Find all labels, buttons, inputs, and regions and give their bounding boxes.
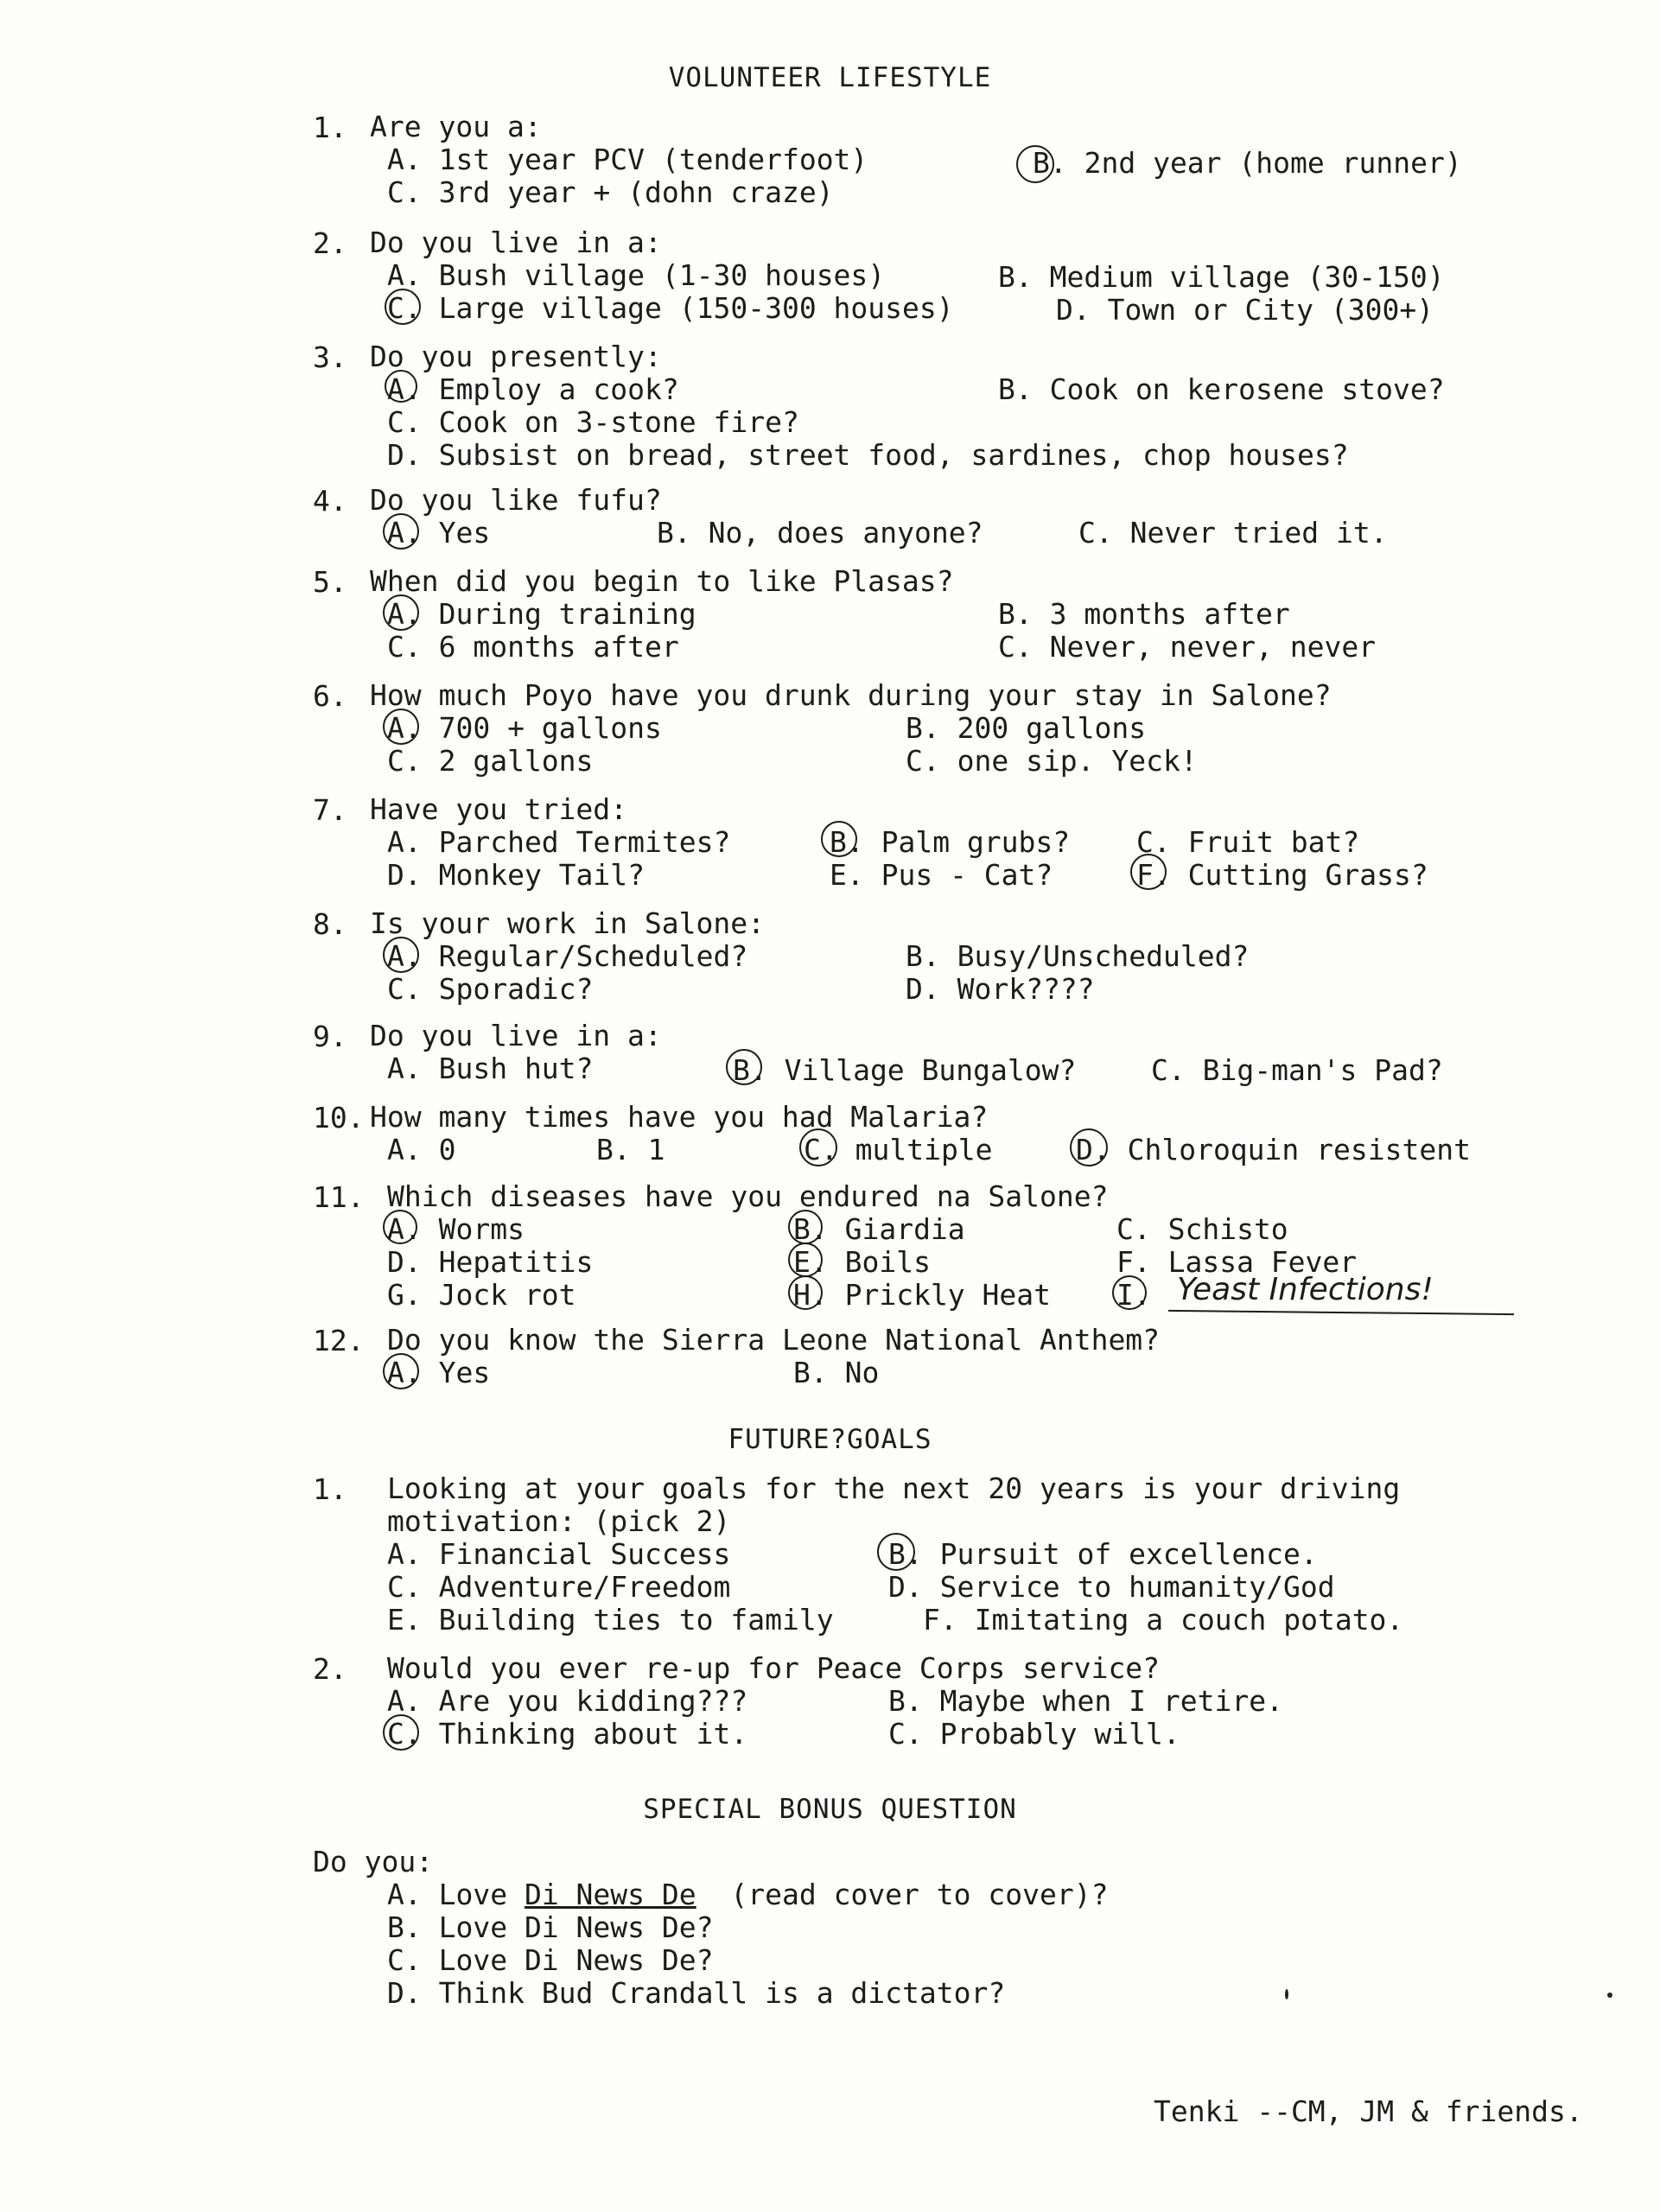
option-d: C. Probably will. bbox=[888, 1717, 1180, 1751]
question-text: Looking at your goals for the next 20 years is your driving bbox=[387, 1471, 1401, 1505]
question-text: Do you presently: bbox=[370, 340, 662, 373]
answer-circle bbox=[383, 594, 419, 631]
question-text: Do you know the Sierra Leone National Anthem? bbox=[387, 1323, 1161, 1357]
answer-circle bbox=[1130, 854, 1167, 890]
option-c: C. Love Di News De? bbox=[387, 1943, 714, 1977]
question-number: 7. bbox=[313, 793, 347, 827]
option-b: B. 200 gallons bbox=[906, 711, 1147, 745]
question-text: Is your work in Salone: bbox=[370, 906, 765, 940]
option-d: D. Town or City (300+) bbox=[1056, 293, 1434, 327]
option-b: B. 3 months after bbox=[998, 597, 1290, 631]
answer-circle bbox=[1070, 1128, 1108, 1166]
question-text: Do you live in a: bbox=[370, 1019, 662, 1052]
option-c: C. Fruit bat? bbox=[1136, 825, 1360, 859]
ink-mark bbox=[1607, 1993, 1612, 1998]
question-number: 5. bbox=[313, 565, 347, 599]
answer-circle bbox=[788, 1210, 823, 1244]
option-a-underlined: Di News De bbox=[524, 1878, 696, 1911]
option-a: A. Worms bbox=[387, 1212, 525, 1246]
option-a: A. Yes bbox=[387, 1356, 491, 1389]
signoff: Tenki --CM, JM & friends. bbox=[1154, 2094, 1583, 2128]
option-a: A. During training bbox=[387, 597, 696, 631]
option-a-pre: A. Love bbox=[387, 1878, 525, 1911]
handwritten-answer: Yeast Infections! bbox=[1177, 1272, 1434, 1307]
option-c: C. Large village (150-300 houses) bbox=[387, 291, 954, 325]
option-a: A. Bush village (1-30 houses) bbox=[387, 258, 886, 292]
answer-circle bbox=[383, 1714, 419, 1751]
option-a: A. 700 + gallons bbox=[387, 711, 662, 745]
answer-circle bbox=[788, 1243, 823, 1277]
option-f: F. Lassa Fever bbox=[1116, 1245, 1358, 1279]
option-b: B. Palm grubs? bbox=[830, 825, 1071, 859]
option-b: B. Love Di News De? bbox=[387, 1910, 714, 1944]
option-a: A. Parched Termites? bbox=[387, 825, 731, 859]
section-title-bonus: SPECIAL BONUS QUESTION bbox=[643, 1794, 1017, 1825]
question-number: 10. bbox=[313, 1101, 365, 1135]
option-d: D. Monkey Tail? bbox=[387, 858, 646, 892]
option-b: B. Cook on kerosene stove? bbox=[998, 372, 1445, 406]
option-c: C. Thinking about it. bbox=[387, 1717, 748, 1751]
question-text: Would you ever re-up for Peace Corps service? bbox=[387, 1651, 1161, 1685]
option-a: A. Yes bbox=[387, 516, 491, 550]
option-c: C. 6 months after bbox=[387, 630, 679, 664]
option-a: A. Employ a cook? bbox=[387, 372, 679, 406]
option-b: B. Busy/Unscheduled? bbox=[906, 939, 1250, 973]
question-text: How many times have you had Malaria? bbox=[370, 1100, 989, 1134]
option-b: B. No bbox=[793, 1356, 880, 1389]
answer-circle bbox=[383, 513, 419, 550]
option-b: B. No, does anyone? bbox=[657, 516, 983, 550]
option-c: C. Never tried it. bbox=[1078, 516, 1388, 550]
question-text: Are you a: bbox=[370, 110, 542, 143]
option-d: D. Chloroquin resistent bbox=[1076, 1133, 1471, 1166]
question-text: Do you: bbox=[313, 1845, 434, 1878]
section-title-volunteer-lifestyle: VOLUNTEER LIFESTYLE bbox=[668, 62, 992, 93]
option-c: C. multiple bbox=[804, 1133, 993, 1166]
option-d: D. Service to humanity/God bbox=[888, 1570, 1335, 1604]
answer-circle bbox=[877, 1533, 915, 1571]
answer-circle bbox=[726, 1049, 762, 1085]
question-number: 9. bbox=[313, 1020, 347, 1053]
option-a: A. 0 bbox=[387, 1133, 456, 1166]
question-text: How much Poyo have you drunk during your stay in Salone? bbox=[370, 678, 1332, 712]
option-e: E. Building ties to family bbox=[387, 1603, 834, 1637]
answer-circle bbox=[1016, 145, 1054, 183]
option-g: G. Jock rot bbox=[387, 1278, 576, 1312]
option-a: A. 1st year PCV (tenderfoot) bbox=[387, 143, 868, 176]
question-number: 1. bbox=[313, 1472, 347, 1506]
question-number: 12. bbox=[313, 1324, 365, 1357]
answer-circle bbox=[799, 1128, 837, 1166]
section-title-future-goals: FUTURE?GOALS bbox=[728, 1424, 932, 1455]
ink-mark bbox=[1285, 1989, 1288, 1999]
option-d: D. Subsist on bread, street food, sardines, chop houses? bbox=[387, 438, 1349, 472]
answer-circle bbox=[788, 1275, 823, 1310]
option-c: C. Sporadic? bbox=[387, 972, 594, 1006]
question-number: 2. bbox=[313, 226, 347, 260]
option-i: I. bbox=[1116, 1278, 1151, 1312]
option-a: A. Regular/Scheduled? bbox=[387, 939, 748, 973]
answer-circle bbox=[1112, 1275, 1147, 1310]
question-number: 2. bbox=[313, 1652, 347, 1686]
question-text: Do you live in a: bbox=[370, 226, 662, 259]
answer-circle bbox=[383, 1210, 417, 1244]
answer-circle bbox=[821, 821, 857, 857]
option-a: A. Are you kidding??? bbox=[387, 1684, 748, 1718]
handwritten-underline bbox=[1168, 1310, 1514, 1315]
option-d: C. one sip. Yeck! bbox=[906, 744, 1198, 778]
question-number: 4. bbox=[313, 484, 347, 518]
answer-circle bbox=[385, 370, 417, 403]
option-b: B. Medium village (30-150) bbox=[998, 260, 1445, 294]
option-h: H. Prickly Heat bbox=[793, 1278, 1052, 1312]
answer-circle bbox=[383, 709, 419, 745]
option-d: D. Work???? bbox=[906, 972, 1095, 1006]
question-text: Have you tried: bbox=[370, 792, 628, 826]
question-number: 6. bbox=[313, 679, 347, 713]
answer-circle bbox=[383, 1353, 419, 1389]
option-b: B. 2nd year (home runner) bbox=[1033, 146, 1462, 180]
question-text: Do you like fufu? bbox=[370, 483, 662, 517]
option-d: D. Hepatitis bbox=[387, 1245, 594, 1279]
question-text: Which diseases have you endured na Salone? bbox=[387, 1179, 1109, 1213]
option-c: C. Adventure/Freedom bbox=[387, 1570, 731, 1604]
option-a: A. Financial Success bbox=[387, 1537, 731, 1571]
option-c: C. Big-man's Pad? bbox=[1151, 1053, 1443, 1087]
answer-circle bbox=[385, 289, 421, 325]
option-d: D. Think Bud Crandall is a dictator? bbox=[387, 1976, 1006, 2010]
option-c: C. 2 gallons bbox=[387, 744, 594, 778]
option-b: B. Giardia bbox=[793, 1212, 965, 1246]
option-a: A. Bush hut? bbox=[387, 1052, 594, 1085]
option-b: B. 1 bbox=[596, 1133, 665, 1166]
question-number: 11. bbox=[313, 1180, 365, 1214]
question-text: motivation: (pick 2) bbox=[387, 1504, 731, 1538]
option-a bbox=[387, 1878, 1108, 1911]
option-f: F. Cutting Grass? bbox=[1136, 858, 1428, 892]
answer-circle bbox=[383, 937, 419, 973]
option-b: B. Maybe when I retire. bbox=[888, 1684, 1283, 1718]
question-number: 1. bbox=[313, 111, 347, 144]
option-c: C. Schisto bbox=[1116, 1212, 1288, 1246]
option-d: C. Never, never, never bbox=[998, 630, 1377, 664]
option-e: E. Boils bbox=[793, 1245, 931, 1279]
option-b: B. Village Bungalow? bbox=[733, 1053, 1077, 1087]
option-e: E. Pus - Cat? bbox=[830, 858, 1053, 892]
question-number: 8. bbox=[313, 907, 347, 941]
option-f: F. Imitating a couch potato. bbox=[923, 1603, 1404, 1637]
question-number: 3. bbox=[313, 340, 347, 374]
option-a-post: (read cover to cover)? bbox=[696, 1878, 1109, 1911]
question-text: When did you begin to like Plasas? bbox=[370, 564, 954, 598]
option-b: B. Pursuit of excellence. bbox=[888, 1537, 1318, 1571]
option-c: C. 3rd year + (dohn craze) bbox=[387, 175, 834, 209]
option-c: C. Cook on 3-stone fire? bbox=[387, 405, 799, 439]
